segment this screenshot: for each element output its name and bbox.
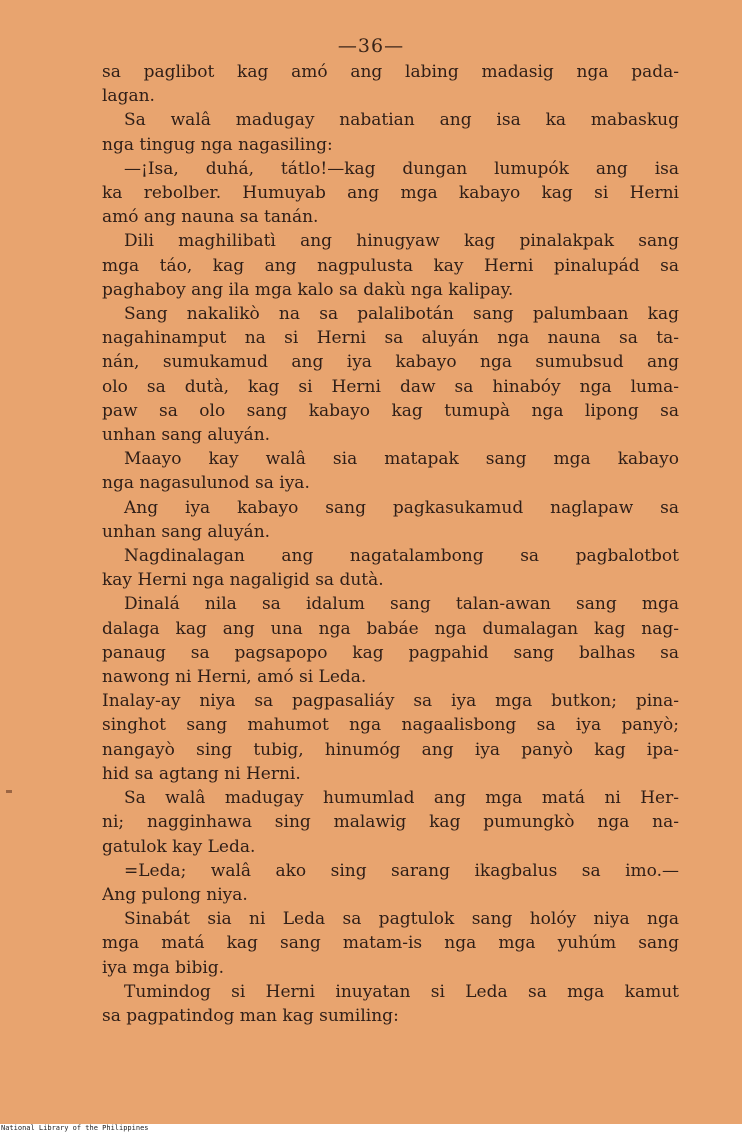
text-line: iya mga bibig. <box>102 957 225 978</box>
text-line: lagan. <box>102 86 155 107</box>
text-line: unhan sang aluyán. <box>102 521 271 542</box>
text-line: ni; nagginhawa sing malawig kag pumungkò nga na- <box>102 812 679 833</box>
text-line: nán, sumukamud ang iya kabayo nga sumubsud ang <box>102 352 679 373</box>
scan-edge-mark <box>6 790 12 793</box>
text-line: Ang pulong niya. <box>102 884 248 905</box>
text-line: Sang nakalikò na sa palalibotán sang palumbaan kag <box>124 304 679 325</box>
text-line: hid sa agtang ni Herni. <box>102 763 301 784</box>
text-line: nawong ni Herni, amó si Leda. <box>102 667 367 688</box>
text-line: paghaboy ang ila mga kalo sa dakù nga kalipay. <box>102 279 514 300</box>
text-line: olo sa dutà, kag si Herni daw sa hinabóy nga luma- <box>102 376 679 397</box>
text-line: Sa walâ madugay nabatian ang isa ka mabaskug <box>124 110 679 131</box>
text-line: Nagdinalagan ang nagatalambong sa pagbalotbot <box>124 546 679 567</box>
text-line: nagahinamput na si Herni sa aluyán nga nauna sa ta- <box>102 328 679 349</box>
text-line: panaug sa pagsapopo kag pagpahid sang balhas sa <box>102 642 679 663</box>
text-line: dalaga kag ang una nga babáe nga dumalagan kag nag- <box>102 618 679 639</box>
text-line: nga tingug nga nagasiling: <box>102 134 333 155</box>
page-number: —36— <box>337 35 405 57</box>
library-credit-footer: National Library of the Philippines <box>1 1124 149 1132</box>
text-line: nga nagasulunod sa iya. <box>102 473 310 494</box>
text-line: nangayò sing tubig, hinumóg ang iya panyò kag ipa- <box>102 739 679 760</box>
text-line: sa paglibot kag amó ang labing madasig nga pada- <box>102 62 679 82</box>
text-line: Dili maghilibatì ang hinugyaw kag pinalakpak sang <box>124 231 679 252</box>
text-line: singhot sang mahumot nga nagaalisbong sa iya panyò; <box>102 715 679 736</box>
text-line: mga táo, kag ang nagpulusta kay Herni pinalupád sa <box>102 255 679 276</box>
text-line: mga matá kag sang matam-is nga mga yuhúm sang <box>102 933 679 954</box>
text-line: unhan sang aluyán. <box>102 425 271 446</box>
text-line: —¡Isa, duhá, tátlo!—kag dungan lumupók ang isa <box>124 158 679 179</box>
text-line: Inalay-ay niya sa pagpasaliáy sa iya mga butkon; pina- <box>102 691 679 712</box>
page-body-text <box>102 60 679 1028</box>
text-line: paw sa olo sang kabayo kag tumupà nga lipong sa <box>102 400 679 421</box>
text-line: amó ang nauna sa tanán. <box>102 207 319 228</box>
text-line: Sinabát sia ni Leda sa pagtulok sang holóy niya nga <box>124 909 679 930</box>
text-line: sa pagpatindog man kag sumiling: <box>102 1005 399 1026</box>
text-line: Tumindog si Herni inuyatan si Leda sa mga kamut <box>124 981 679 1002</box>
text-line: kay Herni nga nagaligid sa dutà. <box>102 570 384 591</box>
text-line: Sa walâ madugay humumlad ang mga matá ni Her- <box>124 788 679 809</box>
text-line: Dinalá nila sa idalum sang talan-awan sang mga <box>124 594 679 615</box>
text-line: Ang iya kabayo sang pagkasukamud naglapaw sa <box>124 497 679 518</box>
text-line: Maayo kay walâ sia matapak sang mga kabayo <box>124 449 679 470</box>
text-line: ka rebolber. Humuyab ang mga kabayo kag si Herni <box>102 183 679 204</box>
text-line: gatulok kay Leda. <box>102 836 256 857</box>
text-line: =Leda; walâ ako sing sarang ikagbalus sa imo.— <box>124 860 679 881</box>
